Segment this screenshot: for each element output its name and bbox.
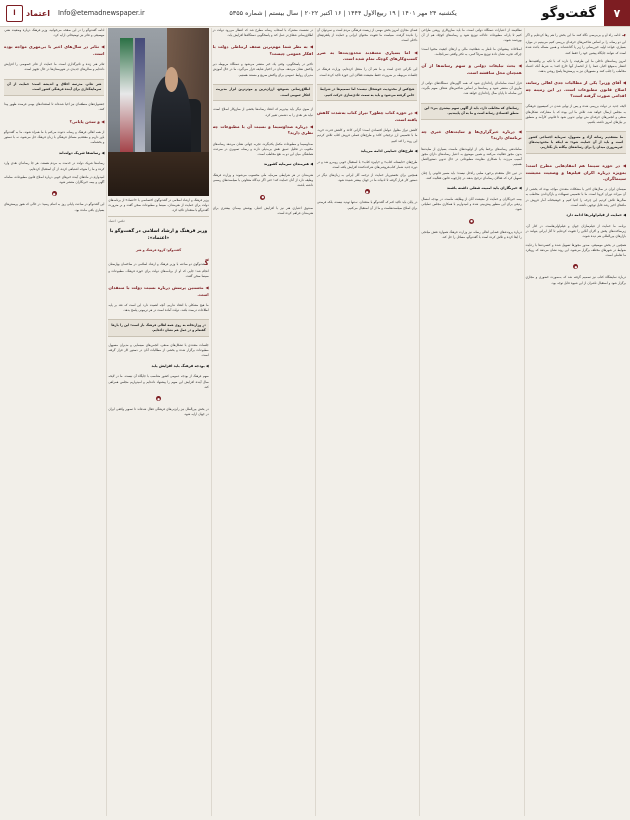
newspaper-logo [0,5,50,22]
body-paragraph: صندوق اعتباری هنر نیز با افزایش اعتبار، پوشش بیمه‌ای بیشتری برای هنرمندان فراهم کرده است. [212,205,314,215]
body-paragraph: امیدوارم در ماه‌های آینده خبرهای خوبی درباره اصلاح قانون مطبوعات، سامانه آگهی و بیمه خبرنگاران منتشر شود. [4,174,105,185]
body-paragraph: برنامه ما حمایت از فیلم‌سازان جوان و فیلم‌اولی‌هاست. در کنار آن، زیرساخت‌های پخش و اکران آنلاین را تقویت کرده‌ایم تا آثار ایرانی بتوانند در بازارهای بین‌المللی هم دیده شوند. [525,223,626,239]
body-paragraph: تئاتر هنر زنده و تاثیرگذاری است. ما حمایت از تئاتر خصوصی را افزایش داده‌ایم و سالن‌های جدیدی در شهرستان‌ها در حال تجهیز است. [4,62,105,72]
question-heading: ◀ درباره خبرگزاری‌ها و سایت‌های خبری چه برنامه‌ای دارید؟ [421,129,522,141]
body-paragraph: این گفت‌وگو در ساعت پایانی روز به اتمام رسید؛ در حالی که هنوز پرسش‌های بسیاری باقی مانده بود. [4,202,105,212]
subheading: ◀ خبرنگاران باید امنیت شغلی داشته باشند [446,186,522,191]
body-paragraph: در نشست مشترک با اصحاب رسانه مطرح شد که انتظار می‌رود دولت در اطلاع‌رسانی شفاف‌تر عمل کند و پاسخگویی دستگاه‌ها افزایش یابد. [212,28,314,38]
section-divider-dot: ● [52,191,56,196]
body-paragraph: درباره نمایشگاه کتاب نیز تصمیم گرفته شد که به‌صورت حضوری و مجازی برگزار شود و استقبال ناشران از این شیوه قابل توجه بود. [525,275,626,285]
column-5 [108,28,208,816]
section-divider-dot: ● [261,195,265,200]
body-paragraph: تاخیر در پاسخگویی. وقتی یک خبر منتشر می‌شود و دستگاه مربوطه دیر واکنش نشان می‌دهد، میدان در اختیار شایعه قرار می‌گیرد. ما در حال آموزش مدیران روابط عمومی برای واکنش سریع و مستند هستیم. [212,62,314,77]
body-paragraph: ما هیچ مشکلی با انتقاد نداریم. آنچه اهمیت دارد این است که نقد بر پایه اطلاعات درست باشد. دولت آماده است در هر تریبونی پاسخ بدهد. [108,302,209,313]
subheading: ◀ هنرمندان سرمایه کشورند [263,162,314,167]
column-1 [526,28,626,816]
body-paragraph: در عین حال معتقدم برخورد سلبی راه‌حل نیست؛ باید مسیر قانونی را چنان تسهیل کرد که فعالان رسانه‌ای ترجیح بدهند در چارچوب قانون فعالیت کنند. [421,170,522,180]
photo-credit: عکس: اعتماد [108,218,126,223]
column-6 [4,28,104,816]
section-divider-dot: ● [365,189,369,194]
body-paragraph: از همه اهالی فرهنگ و رسانه دعوت می‌کنم با ما همراه شوند. ما به گفت‌وگو باور داریم و معتقدیم مسائل فرهنگی با زبان فرهنگ حل می‌شود، نه با دستور و بخشنامه. [4,129,105,145]
body-paragraph: این نگرانی جدی است و ما هم آن را منتقل کرده‌ایم. وزارت فرهنگ در جلسات مربوطه بر ضرورت حفظ معیشت فعالان این حوزه تاکید کرده است. [317,67,418,77]
question-heading: ◀ به نظر شما مهم‌ترین ضعف ارتباطی دولت با افکار عمومی چیست؟ [212,44,314,56]
section-divider-dot: ● [574,264,578,269]
body-paragraph: لایحه جدید در دولت بررسی شده و پس از نهایی شدن در کمیسیون فرهنگی به مجلس ارسال خواهد شد. تلاش ما این بوده که با مشارکت تشکل‌های صنفی و انجمن‌های حرفه‌ای متن نهایی تدوین شود تا قانونی کارآمد و منطبق بر نیازهای امروز داشته باشیم. [525,104,626,125]
body-paragraph: همچنین برای نخستین‌بار حمایت از ترجمه آثار ایرانی به زبان‌های دیگر در دستور کار قرار گرفته تا ادبیات ما در جهان بیشتر شنیده شود. [317,172,418,183]
body-paragraph: کاهش تیراژ معلول عوامل اقتصادی است؛ گرانی کاغذ و کاهش قدرت خرید. ما با تخصیص ارز ترجیحی کاغذ و طرح‌های فصلی فروش کتاب تلاش کردیم این روند را کند کنیم. [317,128,418,143]
logo-text: اعتماد [26,8,50,18]
photo-caption: وزیر فرهنگ و ارشاد اسلامی در گفت‌وگوی اختصاصی با «اعتماد» از برنامه‌های دولت برای حمایت از هنرمندان، سینما و مطبوعات سخن گفت و بر ضرورت گفت‌وگو با منتقدان تاکید کرد. [108,198,208,217]
page-number: ۷ [604,0,630,26]
question-heading: ◀ در حوزه کتاب چطور؟ تیراژ کتاب به‌شدت کاهش یافته است. [317,110,418,122]
pull-quote: درِ وزارتخانه به روی همه اهالی فرهنگ باز است؛ این را بارها گفته‌ام و در عمل هم نشان داده‌ایم. [108,319,208,337]
body-paragraph: قرار است سامانه‌ای راه‌اندازی شود که همه آگهی‌های دستگاه‌های دولتی از طریق آن منتشر شود و رسانه‌ها بر اساس شاخص‌های شفاف سهم بگیرند. این سامانه تا پایان سال راه‌اندازی خواهد شد. [421,80,522,96]
body-paragraph: ادامه گفت‌وگو را در این صفحه می‌خوانید. وزیر فرهنگ درباره وضعیت نشر، موسیقی و تئاتر نیز توضیحاتی ارایه کرد. [4,28,105,38]
article-columns [4,28,626,816]
pull-quote: رسانه‌ای که مخاطب دارد، باید از آگهی سهم بیشتری ببرد؛ این منطق اقتصادی رسانه است و ما به آن پایبندیم. [421,103,521,121]
question-heading: ◀ و سخن پایانی؟ [69,118,105,124]
subheading: ◀ رسانه‌ها شریک دولت‌اند [58,150,105,155]
body-paragraph: به ادامه راه او و بی‌بی‌سی نگاه کنند ما این بخش را هم رها کرده‌ایم و اگر این دو رسانه را بر اساس شاخص‌های حرفه‌ای بررسی کنیم می‌بینیم در موارد بسیاری، قواعد اولیه خبررسانی را زیر پا گذاشته‌اند و همین مساله باعث شده است که نتوانند جایگاه پیشین خود را حفظ کنند. [525,30,626,55]
body-paragraph: سینمای ایران در سال‌های اخیر با مشکلات متعددی مواجه بوده که بخشی از آن میراث دوران کرونا است. ما با تخصیص تسهیلات و بازگرداندن مخاطب به سالن‌ها تلاش کردیم این چرخه را احیا کنیم و خوشبختانه آمار فروش در ماه‌های اخیر رشد قابل توجهی داشته است. [525,187,626,207]
body-paragraph: طرح‌های «تابستانه کتاب» و «پاییزه کتاب» با استقبال خوبی روبه‌رو شد و در دوره جدید شمار کتاب‌فروشی‌های شرکت‌کننده افزایش یافته است. [317,159,418,169]
pull-quote: اطلاع‌رسانی به‌موقع، ارزان‌ترین و موثرترین ابزار مدیریت افکار عمومی است. [213,84,313,102]
question-heading: ◀ در حوزه سینما هم انتقادهایی مطرح است؛ به‌ویژه درباره اکران فیلم‌ها و وضعیت معیشت سینماگران. [525,163,626,181]
body-paragraph: همچنین در بخش موسیقی، صدور مجوزها تسهیل شده و کنسرت‌ها با رعایت ضوابط در شهرهای مختلف برگزار می‌شود. این روند نشان می‌دهد که رویکرد ما تعاملی است. [525,242,626,258]
section-divider-dot: ● [157,396,160,401]
body-paragraph: ساماندهی رسانه‌های برخط یکی از اولویت‌های ماست. بسیاری از سایت‌ها بدون مجوز فعالیت می‌کنند و همین موضوع به اعتبار رسانه‌های دارای مجوز آسیب می‌زند. با همکاری معاونت مطبوعاتی در حال تدوین دستورالعمل هستیم. [421,146,522,167]
question-heading: ◀ تئاتر در سال‌های اخیر با بی‌مهری مواجه بوده است. [4,44,105,56]
body-paragraph: رسانه‌ها شریک دولت در خدمت به مردم هستند. هر جا رسانه‌ای نقدی وارد کرده و ما را متوجه اشتباهی کرده، از آن استقبال کرده‌ایم. [4,161,105,171]
section-title: گفت‌وگو [541,5,596,21]
body-paragraph: جشنواره‌های منطقه‌ای نیز احیا شده‌اند تا استعدادهای بومی فرصت ظهور پیدا کنند. [4,102,105,112]
body-paragraph: صداوسیما و مطبوعات مکمل یکدیگرند. تجربه جهانی نشان می‌دهد رسانه‌های مکتوب در تحلیل عمیق نقش بی‌بدیلی دارند و رسانه تصویری در سرعت. هماهنگی میان این دو به نفع مخاطب است. [212,141,314,156]
body-paragraph: از سوی دیگر باید بپذیریم که انتقاد رسانه‌ها بخشی از سازوکار اصلاح است. نباید هر نقدی را به دشمنی تعبیر کرد. [212,107,314,117]
body-paragraph: امروز رسانه‌های داخلی ما این ظرفیت را دارند که با تکیه بر واقعیت‌ها و انتشار به‌موقع اخبار، فضا را از انحصار آنها خارج کنند؛ به شرط آنکه اعتماد مخاطب را جلب کنند و مسوولان نیز به پرسش‌ها پاسخ روشن بدهند. [525,58,626,74]
question-heading: ◀ درباره صداوسیما و نسبت آن با مطبوعات چه نظری دارید؟ [212,123,314,136]
body-paragraph: سهم فرهنگ از بودجه عمومی کشور متناسب با جایگاه آن نیست. ما در لایحه سال آینده افزایش این سهم را پیشنهاد داده‌ایم و امیدواریم مجلس همراهی کند. [108,374,209,389]
article-headline: وزیر فرهنگ و ارشاد اسلامی در گفت‌وگو با «اعتماد»: [109,228,208,241]
body-paragraph: نظام‌مند از اعتبارات دستگاه دولتی است. ما باید سازوکاری روشن طراحی کنیم تا یارانه مطبوعات عادلانه توزیع شود و رسانه‌های کوچک هم از آن بهره‌مند شوند. [421,28,522,43]
body-paragraph: جلسات متعددی با تشکل‌های صنفی، انجمن‌های سینمایی و مدیران مسوول مطبوعات برگزار شده و بخشی از مطالبات آنان در دستور کار قرار گرفته است. [108,342,209,358]
article-photo [108,28,208,196]
body-paragraph: در پایان باید تاکید کنم که گفت‌وگو با منتقدان، نه‌تنها تهدید نیست، بلکه فرصتی برای اصلاح سیاست‌هاست و ما از آن استقبال می‌کنیم. [317,200,418,210]
column-4 [213,28,313,816]
body-paragraph: در بخش بین‌الملل نیز رایزنی‌های فرهنگی فعال شده‌اند تا تصویر واقعی ایران در جهان ارایه شود. [108,407,209,417]
section-divider-dot: ● [470,219,473,224]
body-paragraph: اصلاحات پیشنهادی ما ناظر به شفافیت مالی و ارتقای کیفیت محتوا است؛ چراکه تجربه نشان داده توزیع صرفاً کمی، به تکثر واقعی نمی‌انجامد. [421,46,522,56]
subheading: ◀ بودجه فرهنگ باید افزایش یابد [151,363,209,368]
question-heading: ◀ آقای وزیر! یکی از مطالبات جدی اهالی رسانه، اصلاح قانون مطبوعات است. در این زمینه چه اقدامی صورت گرفته است؟ [525,80,626,99]
masthead [0,0,630,27]
column-2 [421,28,521,816]
question-heading: ◀ اما بسیاری معتقدند محدودیت‌ها به ضرر کسب‌وکارهای کوچک تمام شده است. [317,49,418,62]
question-heading: ◀ نخستین پرسش درباره نسبت دولت با منتقدان است. [108,285,209,297]
subheading: ◀ طرح‌های حمایتی ادامه می‌یابد [360,148,418,153]
email-address: Info@etemadnewspaper.ir [57,9,145,17]
article-photo-figure [108,28,208,223]
question-heading: ◀ بحث تبلیغات دولتی و سهم رسانه‌ها از آن همچنان محل مناقشه است. [421,63,522,75]
pull-quote: ما معتقدیم رسانه آزاد و مسوول، سرمایه اجتماعی کشور است و باید از آن حمایت شود؛ نه اینکه با محدودیت‌های غیرضروری میدان را برای رسانه‌های بیگانه باز بگذاریم. [526,131,626,154]
date-line: یکشنبه ۲۴ مهر ۱۴۰۱ | ۱۹ ربیع‌الاول ۱۴۴۴ | ۱۶ اکتبر ۲۰۲۲ | سال بیستم | شماره ۵۳۵۵ [229,9,457,17]
body-paragraph: بیمه خبرنگاران و حمایت از معیشت آنان از وظایف ماست. در بودجه امسال ردیفی برای این منظور پیش‌بینی شده و امیدواریم با همکاری مجلس عملیاتی شود. [421,196,522,212]
body-paragraph: فضای مجازی امروز بخش مهمی از زیست فرهنگی مردم است و نمی‌توان آن را نادیده گرفت. سیاست ما تقویت محتوای ایرانی و حمایت از پلتفرم‌های داخلی است. [317,28,418,43]
body-paragraph: هنرمندان در هر شرایطی سرمایه ملی محسوب می‌شوند و وزارت فرهنگ وظیفه دارد از آنان حمایت کند؛ حتی اگر دیدگاه متفاوتی با سیاست‌های رسمی داشته باشند. [212,172,314,188]
subheading: ◀ حمایت از فیلم‌اولی‌ها ادامه دارد [566,213,626,218]
byline: گفت‌وگو: گروه فرهنگ و هنر [135,247,182,252]
pull-quote: هیچ‌کس از محدودیت خوشحال نیست؛ اما تصمیم‌ها در شرایط خاص گرفته می‌شود و باید به سمت عادی‌سازی حرکت کنیم. [317,84,417,102]
body-paragraph: گفت‌وگوی دو ساعته با وزیر فرهنگ و ارشاد اسلامی در ساختمان بهارستان انجام شد؛ جایی که او از برنامه‌های دولت برای حوزه فرهنگ، مطبوعات و سینما سخن گفت. [108,258,209,278]
pull-quote: هنر تئاتر، مدرسه اخلاق و اندیشه است؛ حمایت از آن سرمایه‌گذاری برای آینده فرهنگی کشور است. [4,79,104,97]
body-paragraph: درباره پرونده‌های قضایی اهالی رسانه نیز وزارت فرهنگ همواره نقش میانجی را ایفا کرده و تلاش کرده است با گفت‌وگو، مسائل را حل کند. [421,229,522,239]
column-3 [317,28,417,816]
logo-mark-icon: ا [6,5,23,22]
